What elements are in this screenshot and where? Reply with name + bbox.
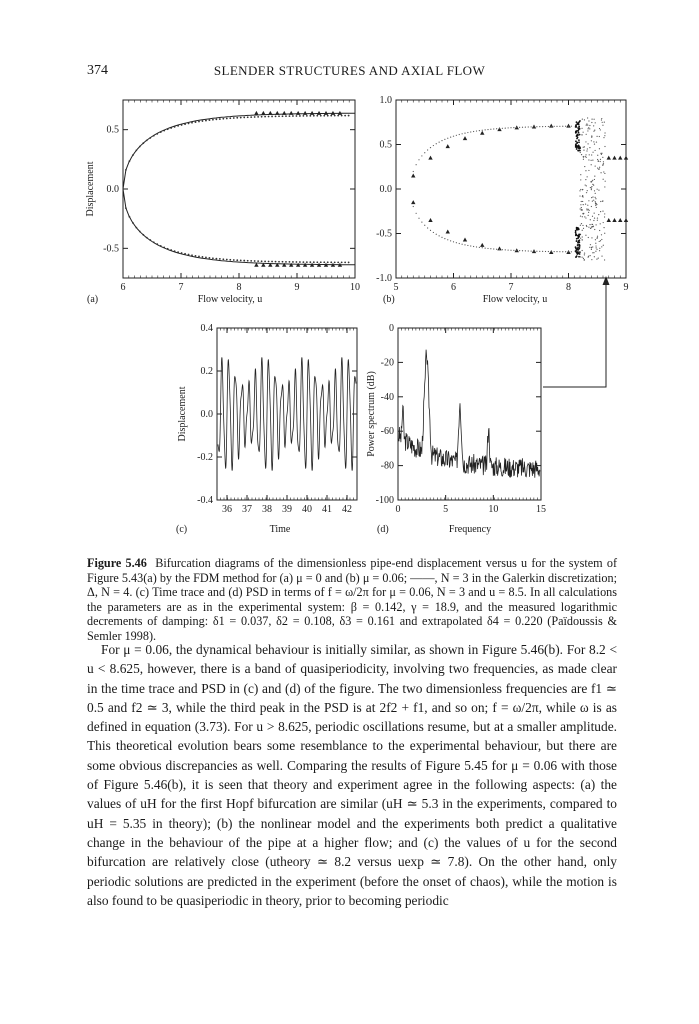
panel-d-xtick-label: 0 bbox=[395, 504, 401, 515]
panel-d-xlabel: Frequency bbox=[448, 524, 492, 535]
panel-c-label: (c) bbox=[176, 524, 188, 535]
panel-c-ytick-label: 0.2 bbox=[200, 366, 213, 377]
panel-c-ytick-label: 0.0 bbox=[200, 409, 213, 420]
panel-a-ytick-label: 0.0 bbox=[106, 184, 119, 195]
panel-b-label: (b) bbox=[383, 294, 395, 305]
panel-d-xtick-label: 15 bbox=[536, 504, 546, 515]
figure-caption-label: Figure 5.46 bbox=[87, 556, 147, 570]
running-head: SLENDER STRUCTURES AND AXIAL FLOW bbox=[213, 63, 486, 78]
panel-c-ytick-label: -0.2 bbox=[197, 452, 213, 463]
panel-c-ytick-label: -0.4 bbox=[197, 495, 213, 506]
panel-d-label: (d) bbox=[377, 524, 389, 535]
panel-b-xtick-label: 8 bbox=[566, 282, 571, 293]
body-paragraph: For μ = 0.06, the dynamical behaviour is initially similar, as shown in Figure 5.46(b). For 8.2 < u < 8.625, however, there is a band of quasiperiodicity, involving two frequencies, as made clear in the time trace and PSD in (c) and (d) of the figure. The two dimensionless frequencies are f1 ≃ 0.5 and f2 ≃ 3, while the third peak in the PSD is at 2f2 + f1, and so on; f = ω/2π, while ω is as defined in equation (3.73). For u > 8.625, periodic oscillations resume, but at a smaller amplitude. This theoretical evolution bears some resemblance to the experimental behaviour, but there are some obvious discrepancies as well. Comparing the results of Figure 5.45 for μ = 0.06 with those of Figure 5.46(b), it is seen that theory and experiment agree in the following aspects: (a) the values of uH for the first Hopf bifurcation are similar (uH ≃ 5.3 in the experiments, compared to uH = 5.35 in theory); (b) the nonlinear model and the experiments both predict a qualitative change in the behaviour of the pipe at a higher flow; and (c) the values of u for the second bifurcation are relatively close (utheory ≃ 8.2 versus uexp ≃ 7.8). On the other hand, only periodic solutions are predicted in the experiment (before the onset of chaos), while the motion is also found to be quasiperiodic in theory, prior to becoming periodic bbox=[87, 642, 617, 908]
panel-b-ytick-label: -1.0 bbox=[376, 273, 392, 284]
panel-a-xtick-label: 8 bbox=[236, 282, 242, 293]
figure-caption bbox=[87, 556, 617, 644]
panel-d-ytick-label: 0 bbox=[389, 323, 394, 334]
panel-b-xtick-label: 6 bbox=[451, 282, 456, 293]
panel-c-xtick-label: 36 bbox=[222, 504, 232, 515]
panel-d-ytick-label: -60 bbox=[380, 426, 394, 438]
panel-b-ytick-label: 0.5 bbox=[379, 139, 392, 151]
panel-a-label: (a) bbox=[87, 294, 99, 305]
panel-a-xlabel: Flow velocity, u bbox=[197, 294, 263, 305]
page-number: 374 bbox=[87, 63, 108, 78]
panel-b-xtick-label: 9 bbox=[623, 282, 629, 293]
panel-c-xtick-label: 40 bbox=[302, 504, 312, 515]
panel-d-ytick-label: -40 bbox=[380, 391, 394, 403]
panel-a-ytick-label: 0.5 bbox=[106, 124, 119, 136]
panel-b-ytick-label: -0.5 bbox=[376, 228, 392, 240]
panel-a-xtick-label: 7 bbox=[178, 282, 184, 293]
panel-d-ytick-label: -80 bbox=[380, 460, 394, 472]
panel-c-xlabel: Time bbox=[269, 524, 291, 535]
panel-b-xtick-label: 5 bbox=[393, 282, 399, 293]
panel-c-ytick-label: 0.4 bbox=[200, 323, 213, 334]
panel-d-ytick-label: -20 bbox=[380, 357, 394, 369]
panel-a-xtick-label: 9 bbox=[294, 282, 300, 293]
panel-c-xtick-label: 38 bbox=[262, 504, 272, 515]
panel-b-ytick-label: 0.0 bbox=[379, 184, 392, 195]
panel-c-xtick-label: 42 bbox=[342, 504, 352, 515]
panel-a-xtick-label: 10 bbox=[350, 282, 360, 293]
panel-d-xtick-label: 10 bbox=[488, 504, 499, 515]
body-text bbox=[87, 640, 617, 910]
panel-c-xtick-label: 41 bbox=[322, 504, 332, 515]
panel-d-ylabel: Power spectrum (dB) bbox=[366, 371, 377, 457]
panel-c-ylabel: Displacement bbox=[177, 386, 188, 442]
panel-c-xtick-label: 39 bbox=[282, 504, 292, 515]
panel-b-xtick-label: 7 bbox=[508, 282, 514, 293]
figure-caption-text: Bifurcation diagrams of the dimensionless pipe-end displacement versus u for the system of Figure 5.43(a) by the FDM method for (a) μ = 0 and (b) μ = 0.06; ——, N = 3 in the Galerkin discretization; Δ, N = 4. (c) Time trace and (d) PSD in terms of f = ω/2π for μ = 0.06, N = 3 and u = 8.5. In all calculations the parameters are as in the experimental system: β = 0.142, γ = 18.9, and the measured logarithmic decrements of damping: δ1 = 0.037, δ2 = 0.108, δ3 = 0.161 and extrapolated δ4 = 0.220 (Païdoussis & Semler 1998). bbox=[87, 556, 618, 643]
panel-a-ylabel: Displacement bbox=[85, 161, 96, 217]
panel-d-ytick-label: -100 bbox=[375, 495, 394, 506]
panel-d-xtick-label: 5 bbox=[443, 504, 449, 515]
panel-c-xtick-label: 37 bbox=[242, 504, 252, 515]
panel-b-ytick-label: 1.0 bbox=[379, 95, 392, 106]
panel-a-xtick-label: 6 bbox=[120, 282, 126, 293]
panel-b-xlabel: Flow velocity, u bbox=[482, 294, 548, 305]
panel-a-ytick-label: -0.5 bbox=[103, 243, 119, 255]
